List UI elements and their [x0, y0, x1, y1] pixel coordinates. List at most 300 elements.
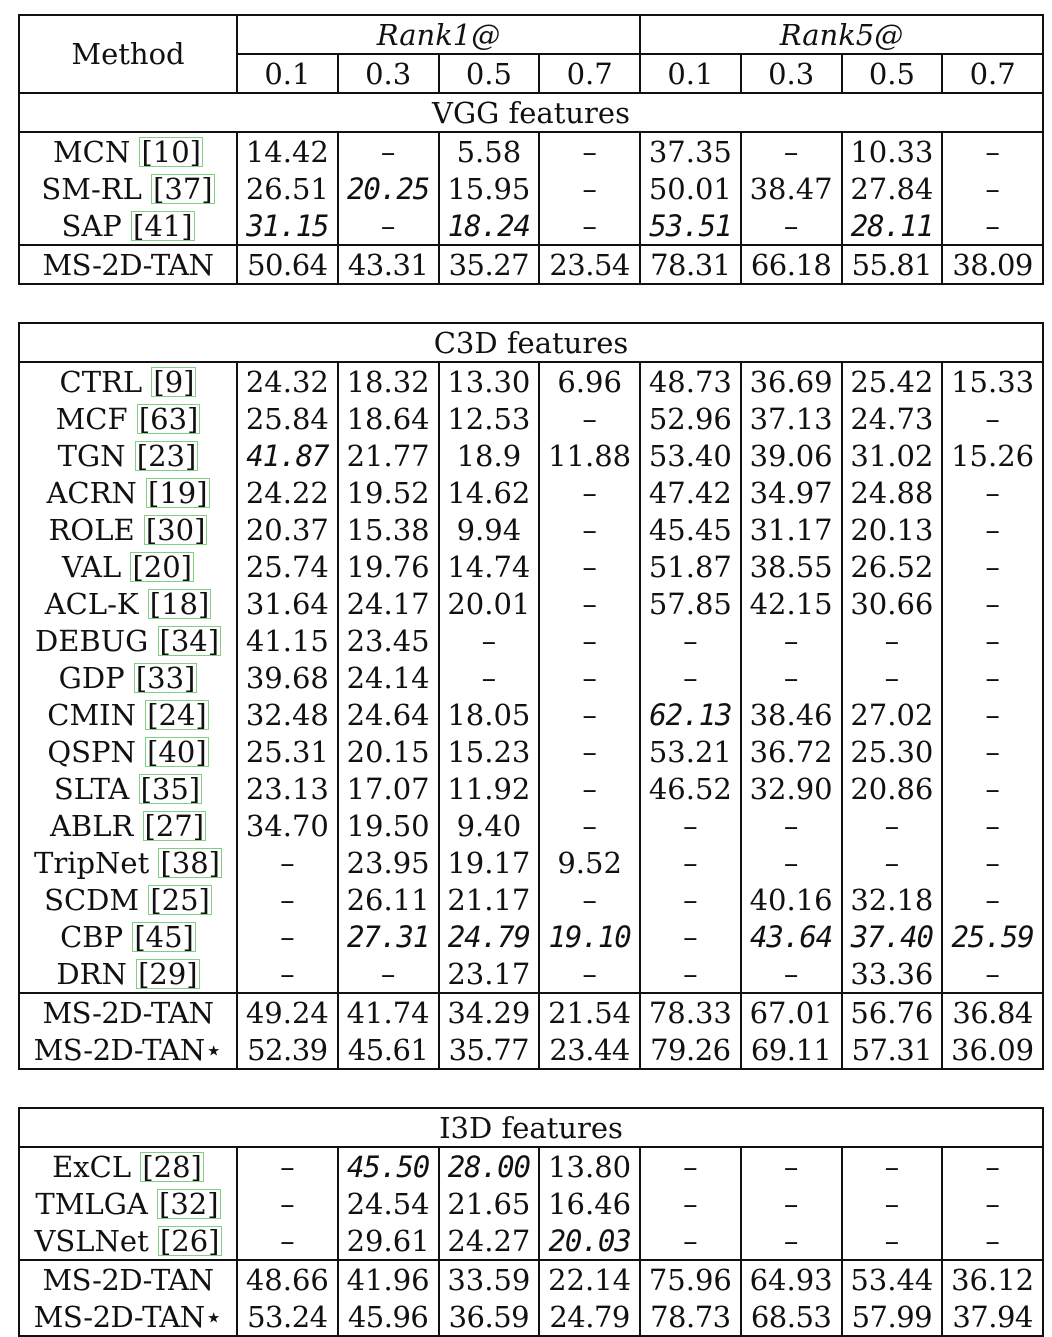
value-cell: – — [539, 400, 640, 437]
table-row — [19, 696, 1043, 733]
ours-value-cell: 38.09 — [942, 245, 1043, 284]
value-cell: – — [842, 1222, 943, 1260]
value-cell: – — [539, 585, 640, 622]
threshold-header: 0.3 — [338, 54, 439, 93]
section-spacer — [19, 284, 1043, 323]
ours-value-cell: 49.24 — [237, 993, 338, 1031]
value-cell: – — [741, 1185, 842, 1222]
value-cell: 53.40 — [640, 437, 741, 474]
value-cell: – — [842, 807, 943, 844]
value-cell: – — [741, 955, 842, 993]
value-cell: – — [942, 770, 1043, 807]
citation-link[interactable]: [30] — [145, 512, 206, 547]
citation-link[interactable]: [28] — [142, 1149, 202, 1184]
ours-value-cell: 36.12 — [942, 1260, 1043, 1298]
value-cell: 14.62 — [439, 474, 540, 511]
value-cell: 24.88 — [842, 474, 943, 511]
method-name: QSPN — [47, 734, 136, 769]
value-cell: 41.87 — [237, 437, 338, 474]
value-cell: 24.22 — [237, 474, 338, 511]
value-cell: – — [539, 207, 640, 245]
ours-value-cell: 23.54 — [539, 245, 640, 284]
ours-value-cell: 36.84 — [942, 993, 1043, 1031]
value-cell: 15.95 — [439, 170, 540, 207]
threshold-header: 0.7 — [539, 54, 640, 93]
value-cell: 39.06 — [741, 437, 842, 474]
value-cell: – — [942, 474, 1043, 511]
value-cell: – — [539, 659, 640, 696]
value-cell: 23.13 — [237, 770, 338, 807]
citation-link[interactable]: [32] — [159, 1186, 219, 1221]
table-row — [19, 511, 1043, 548]
method-cell — [19, 844, 237, 881]
value-cell: 33.36 — [842, 955, 943, 993]
value-cell: – — [640, 659, 741, 696]
value-cell: – — [942, 400, 1043, 437]
citation-link[interactable]: [35] — [140, 771, 201, 806]
method-cell — [19, 1222, 237, 1260]
value-cell: 38.47 — [741, 170, 842, 207]
value-cell: 62.13 — [640, 696, 741, 733]
ours-value-cell: 24.79 — [539, 1298, 640, 1336]
value-cell: 15.26 — [942, 437, 1043, 474]
value-cell: – — [539, 548, 640, 585]
value-cell: 30.66 — [842, 585, 943, 622]
value-cell: 6.96 — [539, 362, 640, 400]
method-cell — [19, 437, 237, 474]
value-cell: 20.25 — [338, 170, 439, 207]
ours-value-cell: 57.31 — [842, 1031, 943, 1069]
citation-link[interactable]: [38] — [160, 845, 220, 880]
threshold-header: 0.5 — [842, 54, 943, 93]
table-row — [19, 474, 1043, 511]
value-cell: – — [942, 1185, 1043, 1222]
value-cell: 28.11 — [842, 207, 943, 245]
value-cell: 19.50 — [338, 807, 439, 844]
value-cell: – — [539, 170, 640, 207]
value-cell: – — [942, 881, 1043, 918]
citation-link[interactable]: [63] — [138, 401, 199, 436]
citation-link[interactable]: [25] — [150, 882, 210, 917]
threshold-header: 0.3 — [741, 54, 842, 93]
value-cell: – — [942, 844, 1043, 881]
value-cell: 11.88 — [539, 437, 640, 474]
value-cell: 18.9 — [439, 437, 540, 474]
citation-link[interactable]: [26] — [159, 1223, 220, 1258]
value-cell: 46.52 — [640, 770, 741, 807]
value-cell: 39.68 — [237, 659, 338, 696]
citation-link[interactable]: [34] — [159, 623, 220, 658]
method-name: ROLE — [48, 512, 135, 547]
citation-link[interactable]: [20] — [132, 549, 192, 584]
value-cell: 27.02 — [842, 696, 943, 733]
value-cell: 17.07 — [338, 770, 439, 807]
value-cell: 25.59 — [942, 918, 1043, 955]
ours-value-cell: 75.96 — [640, 1260, 741, 1298]
value-cell: – — [237, 881, 338, 918]
table-row — [19, 659, 1043, 696]
ours-method-name: MS-2D-TAN⋆ — [19, 1031, 237, 1069]
table-row — [19, 548, 1043, 585]
value-cell: 20.13 — [842, 511, 943, 548]
results-table — [18, 14, 1044, 1337]
value-cell: 25.30 — [842, 733, 943, 770]
ours-method-name: MS-2D-TAN⋆ — [19, 1298, 237, 1336]
value-cell: 14.74 — [439, 548, 540, 585]
ours-value-cell: 69.11 — [741, 1031, 842, 1069]
value-cell: 43.64 — [741, 918, 842, 955]
citation-link[interactable]: [18] — [149, 586, 210, 621]
table-row — [19, 585, 1043, 622]
value-cell: – — [640, 918, 741, 955]
value-cell: 28.00 — [439, 1147, 540, 1185]
section-title-row — [19, 323, 1043, 362]
ours-value-cell: 21.54 — [539, 993, 640, 1031]
method-cell — [19, 955, 237, 993]
results-table-container — [18, 14, 1042, 1337]
value-cell: 34.97 — [741, 474, 842, 511]
method-header: Method — [19, 15, 237, 93]
citation-link[interactable]: [33] — [135, 660, 196, 695]
method-name: GDP — [58, 660, 125, 695]
value-cell: 32.18 — [842, 881, 943, 918]
ours-method-name: MS-2D-TAN — [19, 993, 237, 1031]
citation-link[interactable]: [23] — [136, 438, 197, 473]
value-cell: 10.33 — [842, 132, 943, 170]
threshold-header: 0.7 — [942, 54, 1043, 93]
value-cell: 40.16 — [741, 881, 842, 918]
ours-value-cell: 36.59 — [439, 1298, 540, 1336]
ours-value-cell: 66.18 — [741, 245, 842, 284]
value-cell: – — [741, 132, 842, 170]
value-cell: 53.51 — [640, 207, 741, 245]
method-name: SLTA — [53, 771, 130, 806]
table-row — [19, 132, 1043, 170]
citation-link[interactable]: [37] — [153, 171, 213, 206]
method-cell — [19, 585, 237, 622]
ours-value-cell: 78.33 — [640, 993, 741, 1031]
results-table-body — [19, 93, 1043, 1336]
citation-link[interactable]: [10] — [141, 134, 201, 169]
value-cell: 26.51 — [237, 170, 338, 207]
value-cell: 31.15 — [237, 207, 338, 245]
value-cell: – — [640, 1185, 741, 1222]
value-cell: – — [237, 1147, 338, 1185]
ours-value-cell: 43.31 — [338, 245, 439, 284]
value-cell: 15.23 — [439, 733, 540, 770]
section-title: VGG features — [19, 93, 1043, 132]
ours-method-name: MS-2D-TAN — [19, 245, 237, 284]
value-cell: – — [338, 132, 439, 170]
value-cell: 37.35 — [640, 132, 741, 170]
value-cell: 27.84 — [842, 170, 943, 207]
value-cell: – — [942, 622, 1043, 659]
ours-value-cell: 41.74 — [338, 993, 439, 1031]
method-name: MCN — [52, 134, 131, 169]
rank1-group-header: Rank1@ — [237, 15, 640, 54]
section-title: C3D features — [19, 323, 1043, 362]
value-cell: – — [942, 511, 1043, 548]
method-name: ABLR — [49, 808, 134, 843]
value-cell: 37.13 — [741, 400, 842, 437]
value-cell: 48.73 — [640, 362, 741, 400]
value-cell: 25.74 — [237, 548, 338, 585]
method-cell — [19, 733, 237, 770]
method-name: SAP — [61, 208, 122, 243]
value-cell: – — [942, 955, 1043, 993]
value-cell: – — [237, 918, 338, 955]
value-cell: – — [539, 474, 640, 511]
section-gap — [19, 1069, 1043, 1108]
value-cell: – — [842, 1147, 943, 1185]
table-row — [19, 622, 1043, 659]
ours-value-cell: 33.59 — [439, 1260, 540, 1298]
value-cell: 23.17 — [439, 955, 540, 993]
value-cell: – — [539, 622, 640, 659]
value-cell: 9.94 — [439, 511, 540, 548]
value-cell: 26.11 — [338, 881, 439, 918]
value-cell: – — [942, 207, 1043, 245]
value-cell: – — [942, 1147, 1043, 1185]
method-name: DRN — [56, 956, 127, 991]
citation-link[interactable]: [24] — [147, 697, 207, 732]
value-cell: 57.85 — [640, 585, 741, 622]
ours-value-cell: 36.09 — [942, 1031, 1043, 1069]
ours-value-cell: 53.24 — [237, 1298, 338, 1336]
method-cell — [19, 807, 237, 844]
citation-link[interactable]: [40] — [147, 734, 207, 769]
value-cell: – — [539, 955, 640, 993]
value-cell: 19.76 — [338, 548, 439, 585]
value-cell: 21.77 — [338, 437, 439, 474]
ours-value-cell: 52.39 — [237, 1031, 338, 1069]
ours-value-cell: 23.44 — [539, 1031, 640, 1069]
method-name: SCDM — [44, 882, 140, 917]
ours-value-cell: 41.96 — [338, 1260, 439, 1298]
value-cell: – — [539, 881, 640, 918]
value-cell: 20.01 — [439, 585, 540, 622]
ours-value-cell: 55.81 — [842, 245, 943, 284]
value-cell: 18.32 — [338, 362, 439, 400]
value-cell: 25.31 — [237, 733, 338, 770]
method-name: CTRL — [59, 364, 143, 399]
value-cell: 25.84 — [237, 400, 338, 437]
value-cell: 51.87 — [640, 548, 741, 585]
table-row — [19, 881, 1043, 918]
method-cell — [19, 400, 237, 437]
value-cell: 19.10 — [539, 918, 640, 955]
method-cell — [19, 207, 237, 245]
method-name: CMIN — [47, 697, 136, 732]
value-cell: 53.21 — [640, 733, 741, 770]
table-row — [19, 733, 1043, 770]
ours-value-cell: 57.99 — [842, 1298, 943, 1336]
value-cell: – — [942, 1222, 1043, 1260]
value-cell: 27.31 — [338, 918, 439, 955]
method-name: VSLNet — [34, 1223, 149, 1258]
method-cell — [19, 474, 237, 511]
ours-value-cell: 64.93 — [741, 1260, 842, 1298]
table-row — [19, 918, 1043, 955]
value-cell: 13.30 — [439, 362, 540, 400]
ours-row — [19, 1260, 1043, 1298]
method-name: CBP — [60, 919, 124, 954]
value-cell: 52.96 — [640, 400, 741, 437]
citation-link[interactable]: [19] — [148, 475, 208, 510]
value-cell: 15.33 — [942, 362, 1043, 400]
value-cell: – — [539, 696, 640, 733]
value-cell: – — [741, 207, 842, 245]
method-cell — [19, 918, 237, 955]
value-cell: 31.02 — [842, 437, 943, 474]
ours-value-cell: 50.64 — [237, 245, 338, 284]
value-cell: 19.52 — [338, 474, 439, 511]
value-cell: – — [741, 659, 842, 696]
table-row — [19, 400, 1043, 437]
section-title-row — [19, 93, 1043, 132]
method-cell — [19, 362, 237, 400]
method-name: ACRN — [46, 475, 137, 510]
value-cell: – — [741, 1222, 842, 1260]
method-name: TripNet — [34, 845, 150, 880]
ours-value-cell: 68.53 — [741, 1298, 842, 1336]
method-cell — [19, 548, 237, 585]
method-name: ACL-K — [44, 586, 139, 621]
value-cell: 47.42 — [640, 474, 741, 511]
value-cell: – — [539, 733, 640, 770]
value-cell: – — [439, 659, 540, 696]
value-cell: – — [842, 622, 943, 659]
value-cell: 24.27 — [439, 1222, 540, 1260]
threshold-header: 0.5 — [439, 54, 540, 93]
table-row — [19, 1222, 1043, 1260]
value-cell: 20.37 — [237, 511, 338, 548]
value-cell: – — [942, 585, 1043, 622]
value-cell: 20.86 — [842, 770, 943, 807]
value-cell: – — [842, 844, 943, 881]
value-cell: 19.17 — [439, 844, 540, 881]
method-name: TMLGA — [35, 1186, 148, 1221]
ours-value-cell: 35.77 — [439, 1031, 540, 1069]
section-gap — [19, 284, 1043, 323]
value-cell: 13.80 — [539, 1147, 640, 1185]
table-row — [19, 770, 1043, 807]
value-cell: 18.24 — [439, 207, 540, 245]
value-cell: – — [640, 881, 741, 918]
value-cell: 50.01 — [640, 170, 741, 207]
ours-row — [19, 1298, 1043, 1336]
value-cell: 14.42 — [237, 132, 338, 170]
ours-value-cell: 56.76 — [842, 993, 943, 1031]
ours-value-cell: 35.27 — [439, 245, 540, 284]
method-cell — [19, 511, 237, 548]
method-cell — [19, 881, 237, 918]
table-row — [19, 170, 1043, 207]
citation-link[interactable]: [27] — [144, 808, 205, 843]
citation-link[interactable]: [9] — [153, 364, 195, 399]
value-cell: 36.69 — [741, 362, 842, 400]
citation-link[interactable]: [41] — [133, 208, 193, 243]
value-cell: 18.64 — [338, 400, 439, 437]
method-name: VAL — [62, 549, 122, 584]
section-title: I3D features — [19, 1108, 1043, 1147]
value-cell: – — [539, 132, 640, 170]
value-cell: 24.79 — [439, 918, 540, 955]
value-cell: 23.45 — [338, 622, 439, 659]
value-cell: – — [741, 622, 842, 659]
value-cell: 37.40 — [842, 918, 943, 955]
value-cell: – — [942, 696, 1043, 733]
value-cell: – — [741, 807, 842, 844]
value-cell: – — [640, 844, 741, 881]
method-cell — [19, 170, 237, 207]
section-spacer — [19, 1069, 1043, 1108]
value-cell: – — [942, 548, 1043, 585]
value-cell: – — [237, 1185, 338, 1222]
value-cell: 36.72 — [741, 733, 842, 770]
value-cell: – — [842, 659, 943, 696]
table-row — [19, 844, 1043, 881]
value-cell: 38.46 — [741, 696, 842, 733]
table-row — [19, 362, 1043, 400]
threshold-header: 0.1 — [640, 54, 741, 93]
value-cell: 12.53 — [439, 400, 540, 437]
value-cell: – — [640, 622, 741, 659]
method-cell — [19, 770, 237, 807]
value-cell: 9.52 — [539, 844, 640, 881]
value-cell: 5.58 — [439, 132, 540, 170]
value-cell: – — [439, 622, 540, 659]
value-cell: – — [539, 770, 640, 807]
value-cell: 42.15 — [741, 585, 842, 622]
ours-value-cell: 45.61 — [338, 1031, 439, 1069]
value-cell: – — [640, 955, 741, 993]
value-cell: – — [338, 207, 439, 245]
ours-value-cell: 37.94 — [942, 1298, 1043, 1336]
method-name: ExCL — [52, 1149, 132, 1184]
ours-value-cell: 78.31 — [640, 245, 741, 284]
table-row — [19, 437, 1043, 474]
ours-row — [19, 993, 1043, 1031]
value-cell: – — [741, 1147, 842, 1185]
method-name: SM-RL — [41, 171, 142, 206]
value-cell: 18.05 — [439, 696, 540, 733]
method-name: DEBUG — [34, 623, 149, 658]
value-cell: 32.48 — [237, 696, 338, 733]
ours-value-cell: 34.29 — [439, 993, 540, 1031]
value-cell: 20.15 — [338, 733, 439, 770]
method-cell — [19, 659, 237, 696]
value-cell: – — [640, 807, 741, 844]
value-cell: 15.38 — [338, 511, 439, 548]
citation-link[interactable]: [45] — [134, 919, 194, 954]
value-cell: 31.64 — [237, 585, 338, 622]
value-cell: – — [640, 1147, 741, 1185]
value-cell: 26.52 — [842, 548, 943, 585]
citation-link[interactable]: [29] — [138, 956, 198, 991]
value-cell: 24.54 — [338, 1185, 439, 1222]
table-row — [19, 807, 1043, 844]
threshold-header: 0.1 — [237, 54, 338, 93]
value-cell: 24.14 — [338, 659, 439, 696]
table-row — [19, 1147, 1043, 1185]
value-cell: 32.90 — [741, 770, 842, 807]
value-cell: 24.64 — [338, 696, 439, 733]
value-cell: – — [942, 807, 1043, 844]
ours-method-name: MS-2D-TAN — [19, 1260, 237, 1298]
value-cell: – — [338, 955, 439, 993]
value-cell: – — [842, 1185, 943, 1222]
